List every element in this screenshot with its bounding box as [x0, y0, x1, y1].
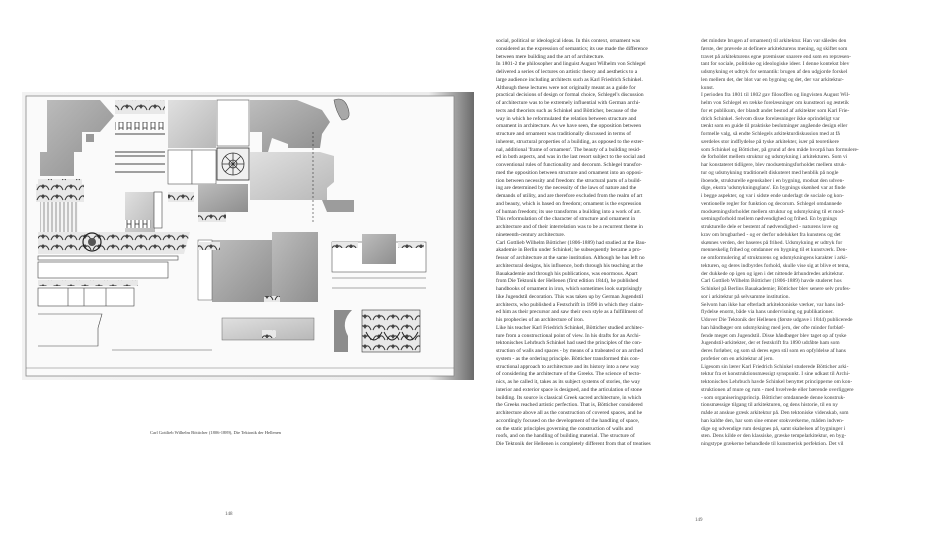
text-line: nineteenth-century architecture.	[496, 231, 566, 238]
text-line: system - as the ordering principle. Bötticher transformed this con-	[496, 355, 640, 362]
text-line: structional approach to architecture and its history into a new way	[496, 363, 640, 370]
text-line: conventional rules of functionality and decorum. Schlegel transfor-	[496, 162, 643, 168]
text-line: ventionelle regler for funktion og decorum. Schlegel omdannede	[701, 200, 842, 207]
text-line: architectural designs, his influence, both through his teaching at the	[496, 262, 643, 269]
text-line: ed him as their precursor and saw their own style as a fulfillment of	[496, 309, 643, 316]
text-line: and beauty, which is based on freedom; ornament is the expression	[496, 200, 642, 207]
text-line: nal, additional 'frame of ornament'. The beauty of a building resid-	[496, 146, 641, 153]
text-line: de forholdet mellem struktur og udsmykning i arkitekturen. Som vi	[701, 154, 848, 161]
text-line: tion between necessity and freedom: the structural parts of a build-	[496, 177, 642, 184]
text-line: Carl Gottlieb Wilhelm Bötticher (1806-1889) havde studeret hos	[701, 278, 842, 285]
text-line: fessor of architecture at the same institution. Although he has left no	[496, 255, 645, 261]
text-line: travet på arkitekturens egne præmisser snarere end som en repræsen-	[701, 53, 851, 60]
text-line: dige, ekstra 'udsmykningsglans'. En bygnings skønhed var at finde	[701, 185, 846, 192]
text-line: the Greeks reached artistic perfection. That is, Bötticher considered	[496, 402, 643, 409]
text-line: like Jugendstil decoration. This was taken up by German Jugendstil	[496, 293, 643, 300]
text-line: har konstateret tidligere, blev modsætningsforholdet mellem struk-	[701, 162, 847, 168]
text-line: skønnes verden, der baseres på frihed. Udsmykning er udtryk for	[701, 239, 843, 246]
text-line: architects, who published a Festschrift in 1890 in which they claim-	[496, 301, 644, 308]
text-line: demands of utility, and are therefore excluded from the realm of art	[496, 193, 643, 199]
text-line: helm von Schlegel en række forelæsninger om kunstteori og æstetik	[701, 100, 849, 106]
text-line: Bauakademie and through his publications, was enormous. Apart	[496, 270, 638, 277]
text-line: large audience including architects such as Karl Friedrich Schinkel.	[496, 76, 643, 83]
text-line: Selvom han ikke har efterladt arkitektoniske værker, var hans ind-	[701, 301, 845, 308]
text-line: han håndbøger om udsmykning med jern, der ofte minder forbløf-	[701, 324, 845, 331]
text-line: between mere building and the art of architecture.	[496, 53, 605, 60]
text-line: sor i arkitektur på selvsamme institution.	[701, 293, 790, 300]
text-line: architecture above all as the construction of covered spaces, and he	[496, 410, 642, 416]
text-line: Jugendstil-arkitekter, der et festskrift fra 1890 udråbte ham som	[701, 340, 840, 347]
text-line: tektur fra et konstruktionsmæssigt synspunkt. I sine udkast til Archi-	[701, 371, 850, 378]
text-line: med the opposition between structure and ornament into an opposi-	[496, 169, 643, 176]
text-line: strukturelle dele er bestemt af nødvendighed - naturens love og	[701, 224, 839, 230]
text-line: Carl Gottlieb Wilhelm Bötticher (1806-1889) had studied at the Bau-	[496, 239, 647, 246]
text-line: formelle valg, så endte Schlegels arkitekturdiskussion med at få	[701, 131, 840, 137]
text-line: udsmykning et udtryk for semantik: brugen af den udgjorde forskel	[701, 69, 848, 75]
text-line: ed in both aspects, and was in the last resort subject to the social and	[496, 154, 646, 161]
text-line: of architecture was to be extremely influential with German archi-	[496, 100, 641, 106]
text-line: ing are determined by the necessity of the laws of nature and the	[496, 185, 637, 192]
text-line: dige og udvendige rum designes på, samt skabelsen af bygninger i	[701, 425, 846, 432]
text-line: practical decisions of design or formal choice, Schlegel's discussion	[496, 92, 644, 99]
page-number-left: 148	[225, 512, 233, 517]
english-text-column	[496, 38, 701, 449]
text-line: i begge aspekter, og var i sidste ende underlagt de sociale og kon-	[701, 193, 844, 199]
plate-caption: Carl Gottlieb Wilhelm Bötticher (1806-1889), Die Tektonik der Hellenen	[150, 430, 281, 435]
text-line: interior and exterior space is designed, and the articulation of stone	[496, 386, 643, 393]
text-line: way in which he reformulated the relation between structure and	[496, 115, 637, 122]
text-line: ture from a constructional point of view. In his drafts for an Archi-	[496, 332, 641, 339]
text-line: kunst.	[701, 84, 715, 91]
text-line: akademie in Berlin under Schinkel; he subsequently became a pro-	[496, 247, 642, 254]
text-line: of human freedom; its use transforms a building into a work of art.	[496, 208, 642, 215]
text-line: inherent, structural properties of a building, as opposed to the exter-	[496, 138, 644, 145]
text-line: iboende, strukturelle egenskaber i en bygning, modsat den udven-	[701, 177, 845, 184]
text-line: building. Its source is classical Greek sacred architecture, in which	[496, 394, 642, 401]
architectural-plate-illustration	[22, 92, 474, 380]
text-line: ningstype grækerne behandlede til kunstnerisk perfektion. Det vil	[701, 441, 844, 447]
text-line: sætningsforhold mellem nødvendighed og frihed. En bygnings	[701, 216, 838, 223]
text-line: on the static principles governing the construction of walls and	[496, 425, 633, 432]
text-line: Like his teacher Karl Friedrich Schinkel, Bötticher studied architec-	[496, 324, 644, 331]
text-line: - som organiseringsprincip. Bötticher omdannede denne konstruk-	[701, 394, 846, 401]
text-line: krav om brugbarhed - og er derfor udelukket fra kunstens og det	[701, 231, 841, 238]
text-line: sten. Dens kilde er den klassiske, græske tempelarkitektur, en byg-	[701, 433, 847, 440]
right-page	[490, 0, 930, 543]
text-line: tur og udsmykning traditionelt diskuteret med henblik på nogle	[701, 169, 839, 176]
text-line: ne omformulering af strukturens og udsmykningens karakter i arki-	[701, 255, 848, 261]
text-line: deres forløber, og som så deres egen stil som en opfyldelse af hans	[701, 348, 846, 354]
text-line: tektonisches Lehrbuch havde Schinkel benyttet principperne om kon-	[701, 379, 853, 385]
text-line: delivered a series of lectures on artistic theory and aesthetics to a	[496, 69, 638, 75]
text-line: tænkt som en guide til praktiske beslutninger angående design eller	[701, 123, 848, 130]
text-line: len mellem det, der blot var en bygning og det, der var arkitektur-	[701, 76, 844, 83]
text-line: Ligesom sin lærer Karl Friedrich Schinkel studerede Bötticher arki-	[701, 363, 849, 370]
text-line: drich Schinkel. Selvom disse forelæsninger ikke oprindeligt var	[701, 115, 840, 122]
text-line: his prophecies of an architecture of iron.	[496, 317, 585, 323]
text-line: modsætningsforholdet mellem struktur og udsmykning til et mod-	[701, 208, 845, 215]
text-line: roofs, and on the handling of building material. The structure of	[496, 433, 635, 440]
text-line: handbooks of ornament in iron, which sometimes look surprisingly	[496, 286, 643, 292]
text-line: of considering the architecture of the Greeks. The science of tecto-	[496, 371, 641, 378]
danish-text-column	[701, 38, 923, 449]
text-line: social, political or ideological ideas. In this context, ornament was	[496, 38, 641, 44]
text-line: han kaldte den, har som sine emner stokværkerne, måden indven-	[701, 417, 844, 424]
page-number-right: 149	[695, 518, 703, 523]
text-line: det mindste brugen af ornament) til arkitektur. Han var således den	[701, 38, 847, 44]
text-line: der dukkede op igen og igen i det nittende århundredes arkitektur.	[701, 270, 844, 277]
text-line: Die Tektonik der Hellenen is completely different from that of treatises	[496, 441, 651, 447]
text-line: første, der prøvede at definere arkitekturens mening, og skiftet som	[701, 45, 848, 52]
text-line: tects and theorists such as Schinkel and Bötticher, because of the	[496, 107, 637, 114]
text-line: struction of walls and spaces - by means of a trabeated or an arched	[496, 348, 643, 354]
text-line: menneskelig frihed og omdanner en bygning til et kunstværk. Den-	[701, 247, 848, 254]
text-line: Although these lectures were not originally meant as a guide for	[496, 84, 636, 91]
text-line: Schinkel på Berlins Bauakademie; Bötticher blev senere selv profes-	[701, 286, 851, 292]
text-line: tektonisches Lehrbuch Schinkel had used the principles of the con-	[496, 340, 642, 347]
text-line: profetier om en arkitektur af jern.	[701, 355, 774, 362]
text-line: In 1801-2 the philosopher and linguist August Wilhelm von Schlegel	[496, 61, 646, 68]
text-line: architecture and of their interrelation was to be a recurrent theme in	[496, 224, 643, 230]
text-line: tant for sociale, politiske og ideologiske ideer. I denne kontekst blev	[701, 61, 850, 68]
text-line: flydelse enorm, både via hans undervisning og publikationer.	[701, 309, 834, 316]
text-line: I perioden fra 1801 til 1802 gav filosoffen og lingvisten August Wil-	[701, 92, 850, 99]
text-line: accordingly focused on the development of the handling of space,	[496, 417, 640, 424]
text-line: from Die Tektonik der Hellenen (first edition 1844), he published	[496, 278, 639, 285]
text-line: tionsmæssige tilgang til arkitekturen, og dens historie, til en ny	[701, 402, 838, 409]
text-line: struktionen af mure og rum - med hvælvede eller bærende overliggere	[701, 386, 854, 393]
text-line: ornament in architecture. As we have seen, the opposition between	[496, 123, 642, 130]
text-line: nics, as he called it, takes as its subject systems of stories, the way	[496, 379, 641, 385]
text-line: Udover Die Tektonik der Hellenen (første udgave i 1844) publicerede	[701, 317, 853, 323]
text-line: for et publikum, der blandt andet bestod af arkitekter som Karl Frie-	[701, 107, 850, 114]
text-line: som Schinkel og Bötticher, på grund af den måde hvorpå han formulere-	[701, 146, 859, 153]
text-line: fende meget om Jugendstil. Disse håndbøger blev taget op af tyske	[701, 332, 847, 339]
text-line: særdeles stor indflydelse på tyske arkitekter, især på teoretikere	[701, 138, 839, 145]
text-line: structure and ornament was traditionally discussed in terms of	[496, 131, 631, 137]
text-line: tekturen, og deres indbyrdes forhold, skulle vise sig at blive et tema,	[701, 262, 850, 269]
text-line: considered as the expression of semantics; its use made the difference	[496, 45, 648, 52]
text-line: This reformulation of the character of structure and ornament in	[496, 216, 636, 223]
text-line: måde at anskue græsk arkitektur på. Den tektoniske videnskab, som	[701, 410, 849, 416]
